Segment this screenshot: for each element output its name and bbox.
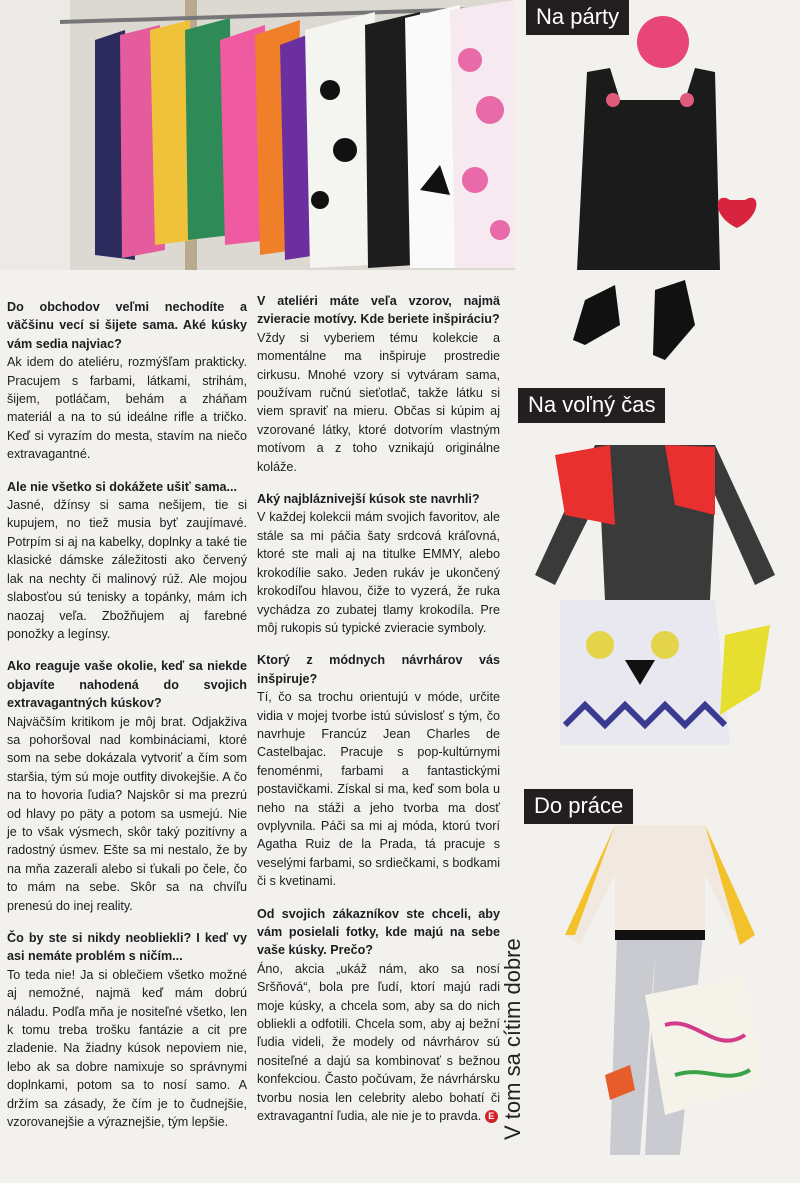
qa-block	[257, 905, 500, 1126]
article-column-left	[7, 298, 247, 1145]
side-caption: V tom sa cítim dobre	[500, 938, 525, 1140]
section-label-work: Do práce	[524, 789, 633, 824]
interview-question: V ateliéri máte veľa vzorov, najmä zvieracie motívy. Kde beriete inšpiráciu?	[257, 294, 500, 327]
magazine-end-mark: E	[485, 1110, 498, 1123]
qa-block	[257, 292, 500, 476]
interview-question: Ale nie všetko si dokážete ušiť sama...	[7, 479, 238, 494]
section-label-party: Na párty	[526, 0, 629, 35]
interview-answer: Vždy si vyberiem tému kolekcie a momentálne ma inšpiruje prostredie cirkusu. Mnohé vzory si vytváram sama, používam ručnú sieťotlač, takže látku si viem spraviť na mieru. Občas si kúpim aj vzorované látky, ktoré dotvorím vlastným motívom a z toho vznikajú originálne koláže.	[257, 330, 500, 474]
section-label-free-time: Na voľný čas	[518, 388, 665, 423]
qa-block	[7, 478, 247, 644]
interview-answer: Ak idem do ateliéru, rozmýšľam prakticky. Pracujem s farbami, látkami, strihám, šijem, potláčam, behám a zháňam materiál a na to sú ideálne rifle a tričko. Keď si vyrazím do mesta, stavím na niečo extravagantné.	[7, 355, 247, 462]
interview-question: Ako reaguje vaše okolie, keď sa niekde objavíte nahodená do svojich extravagantných kúskov?	[7, 659, 247, 711]
clothes-rack-photo	[0, 0, 515, 270]
qa-block	[257, 490, 500, 637]
party-outfit-photo	[515, 0, 800, 385]
work-outfit-photo	[515, 785, 800, 1178]
interview-question: Ktorý z módnych návrhárov vás inšpiruje?	[257, 653, 500, 686]
qa-block	[7, 298, 247, 464]
interview-question: Čo by ste si nikdy neobliekli? I keď vy asi nemáte problém s ničím...	[7, 931, 247, 964]
interview-answer: Najväčším kritikom je môj brat. Odjakživa sa pohoršoval nad kombináciami, ktoré som na sebe dokázala vytvoriť a čím som staršia, tým sú moje outfity divokejšie. A čo na to hovoria ľudia? Najskôr si ma prezrú od hlavy po päty a potom sa usmejú. Nie je to však výsmech, skôr taký pozitívny a radostný úsmev. Ešte sa mi nestalo, že by na mňa zazerali alebo si ťukali po čele, čo to mám na sebe. Skôr sa na chvíľu prenesú do inej reality.	[7, 714, 247, 913]
interview-answer: Áno, akcia „ukáž nám, ako sa nosí Sršňová“, bola pre ľudí, ktorí majú radi moje kúsky, a chcela som, aby sa do nich obliekli a odfotili. Chcela som, aby aj bežní ľudia videli, že modely od návrhárov sú nositeľné a dajú sa kombinovať s bežnou konfekciou. Často počúvam, že návrhársku tvorbu nosia len celebrity alebo bohatí či extravagantní ľudia, ale nie je to pravda.	[257, 961, 500, 1124]
qa-block	[257, 651, 500, 890]
interview-question: Aký najbláznivejší kúsok ste navrhli?	[257, 492, 480, 507]
qa-block	[7, 657, 247, 915]
interview-answer: Jasné, džínsy si sama nešijem, tie si kupujem, no tiež musia byť zaujímavé. Potrpím si aj na kabelky, doplnky a také tie klasické dámske záležitosti ako červený lak na nechty či malinový rúž. Ale mojou slabosťou sú tenisky a topánky, mám ich naozaj veľa. Zbožňujem aj farebné ponožky a legínsy.	[7, 498, 247, 641]
interview-answer: V každej kolekcii mám svojich favoritov, ale stále sa mi páčia šaty srdcová kráľovná, ktoré ste mali aj na titulke EMMY, alebo krokodílie sako. Jeden rukáv je ukončený krokodíľou hlavou, čiže to vyzerá, že ruka vychádza zo zubatej tlamy krokodíla. Pre môj rukopis sú typické zvieracie symboly.	[257, 510, 500, 635]
interview-answer: To teda nie! Ja si oblečiem všetko možné aj nemožné, najmä keď mám dobrú náladu. Podľa mňa je nositeľné všetko, len k tomu treba trošku fantázie a cit pre zladenie. Na žiadny kúsok nepoviem nie, lebo ak sa dobre namixuje so správnymi doplnkami, potom sa to nosí samo. A držím sa zásady, že čím je to čudnejšie, vzorovanejšie a výraznejšie, tým lepšie.	[7, 967, 247, 1130]
free-time-outfit-photo	[515, 385, 800, 785]
article-column-middle	[257, 292, 500, 1139]
interview-question: Od svojich zákazníkov ste chceli, aby vám posielali fotky, kde majú na sebe vaše kúsky. Prečo?	[257, 906, 500, 958]
qa-block	[7, 929, 247, 1131]
interview-question: Do obchodov veľmi nechodíte a väčšinu vecí si šijete sama. Aké kúsky vám sedia najviac?	[7, 300, 247, 351]
interview-answer: Tí, čo sa trochu orientujú v móde, určite vidia v mojej tvorbe istú súvislosť s tým, čo navrhuje Francúz Jean Charles de Castelbajac. Pracuje s pop-kultúrnymi fenoménmi, farbami a fantastickými postavičkami. Získal si ma, keď som bola u neho na stáži a jeho tvorba ma dosť ovplyvnila. Páči sa mi aj móda, ktorú tvorí Agatha Ruiz de la Prada, tá pracuje s veselými farbami, so srdiečkami, s bodkami či s kvetinami.	[257, 690, 500, 889]
